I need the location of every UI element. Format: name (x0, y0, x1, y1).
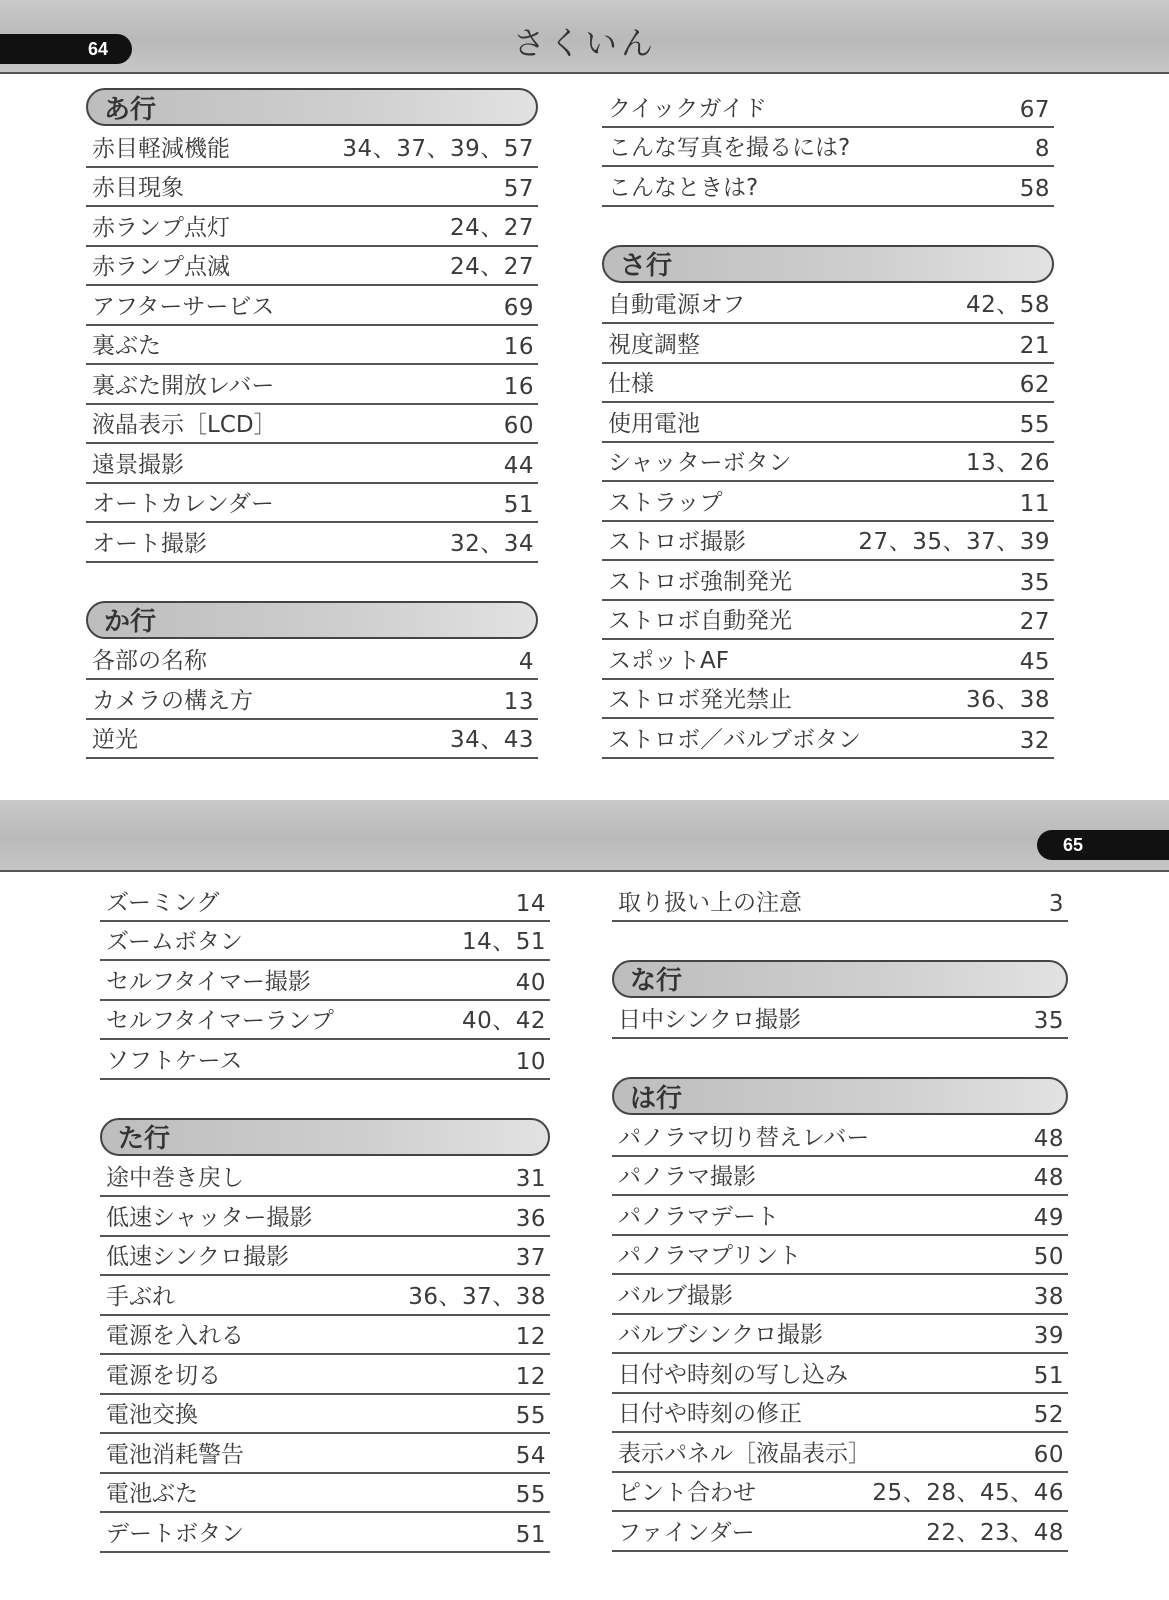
index-term: オートカレンダー (92, 491, 274, 517)
index-entry (86, 247, 538, 287)
index-entry (100, 961, 550, 1001)
section-heading: た行 (100, 1118, 550, 1156)
index-column-right (602, 88, 1054, 759)
index-entry (100, 1276, 550, 1316)
index-pages: 36 (515, 1205, 546, 1232)
index-section (100, 882, 550, 1080)
index-pages: 37 (515, 1245, 546, 1271)
index-entry (612, 1236, 1068, 1276)
index-term: 表示パネル［液晶表示］ (618, 1440, 871, 1467)
index-pages: 55 (515, 1403, 546, 1429)
index-term: ストロボ自動発光 (608, 608, 792, 634)
index-pages: 55 (515, 1482, 546, 1508)
index-pages: 62 (1019, 372, 1050, 398)
index-section (86, 88, 538, 563)
index-term: セルフタイマー撮影 (106, 968, 311, 995)
index-entry (612, 1157, 1068, 1197)
index-pages: 54 (515, 1442, 546, 1469)
section-heading: か行 (86, 601, 538, 639)
index-section (602, 88, 1054, 207)
index-term: 遠景撮影 (92, 451, 184, 478)
index-term: ズームボタン (106, 929, 243, 955)
index-pages: 36、37、38 (408, 1283, 546, 1310)
index-pages: 24、27 (449, 214, 534, 241)
index-pages: 40 (515, 969, 546, 996)
index-pages: 38 (1033, 1283, 1064, 1310)
index-term: 液晶表示［LCD］ (92, 412, 277, 438)
index-term: セルフタイマーランプ (106, 1008, 334, 1034)
index-pages: 51 (515, 1521, 546, 1548)
index-term: 自動電源オフ (608, 292, 746, 318)
index-entry (86, 405, 538, 445)
index-entry (602, 482, 1054, 522)
index-entry (100, 1395, 550, 1435)
index-pages: 22、23、48 (926, 1519, 1064, 1546)
index-pages: 51 (1033, 1362, 1064, 1389)
header-band (0, 800, 1169, 872)
index-term: ストロボ強制発光 (608, 568, 792, 595)
index-pages: 49 (1033, 1204, 1064, 1231)
index-section (86, 601, 538, 760)
index-entry (612, 1433, 1068, 1473)
index-term: ファインダー (618, 1519, 755, 1546)
index-term: パノラマデート (618, 1203, 779, 1230)
index-term: 電池交換 (106, 1402, 198, 1428)
index-entry (86, 641, 538, 681)
index-term: 取り扱い上の注意 (618, 889, 802, 916)
index-pages: 69 (503, 294, 534, 321)
index-term: 電池ぶた (106, 1481, 198, 1507)
index-term: 赤目軽減機能 (92, 135, 230, 162)
index-term: 仕様 (608, 371, 654, 397)
index-pages: 25、28、45、46 (872, 1480, 1064, 1506)
index-pages: 14 (515, 890, 546, 917)
section-heading: あ行 (86, 88, 538, 126)
index-term: 使用電池 (608, 410, 700, 437)
index-pages: 60 (1033, 1441, 1064, 1468)
index-entry (100, 1158, 550, 1198)
index-term: ソフトケース (106, 1047, 243, 1074)
index-pages: 32、34 (449, 530, 534, 557)
index-entry (100, 882, 550, 922)
index-pages: 3 (1048, 890, 1064, 917)
index-term: 電源を切る (106, 1362, 221, 1389)
index-pages: 52 (1033, 1402, 1064, 1428)
index-pages: 24、27 (449, 254, 534, 280)
index-entry (100, 1355, 550, 1395)
index-entry (612, 1275, 1068, 1315)
index-entry (612, 1512, 1068, 1552)
index-entry (86, 286, 538, 326)
index-term: 裏ぶた (92, 333, 161, 359)
index-pages: 13 (503, 688, 534, 715)
index-entry (86, 484, 538, 524)
index-entry (602, 680, 1054, 720)
index-entry (86, 720, 538, 760)
index-pages: 34、37、39、57 (342, 135, 534, 162)
index-pages: 35 (1033, 1008, 1064, 1034)
index-pages: 36、38 (965, 687, 1050, 713)
index-pages: 58 (1019, 175, 1050, 202)
index-pages: 27、35、37、39 (858, 529, 1050, 555)
index-pages: 8 (1034, 136, 1050, 162)
index-term: パノラマプリント (618, 1243, 802, 1269)
index-entry (612, 882, 1068, 922)
index-pages: 14、51 (461, 929, 546, 955)
index-entry (86, 168, 538, 208)
index-pages: 55 (1019, 411, 1050, 438)
index-pages: 51 (503, 492, 534, 518)
index-entry (100, 1040, 550, 1080)
index-term: 逆光 (92, 727, 138, 753)
index-term: パノラマ切り替えレバー (618, 1124, 870, 1151)
index-term: 視度調整 (608, 331, 700, 358)
index-term: ストロボ発光禁止 (608, 687, 792, 713)
index-entry (86, 128, 538, 168)
index-pages: 39 (1033, 1323, 1064, 1349)
index-entry (602, 640, 1054, 680)
index-entry (100, 1513, 550, 1553)
index-entry (602, 88, 1054, 128)
index-entry (602, 285, 1054, 325)
index-entry (612, 1117, 1068, 1157)
index-entry (612, 1315, 1068, 1355)
section-heading: は行 (612, 1077, 1068, 1115)
index-term: 電源を入れる (106, 1323, 244, 1349)
index-term: アフターサービス (92, 293, 275, 320)
index-pages: 44 (503, 452, 534, 479)
index-term: ストロボ／バルブボタン (608, 726, 861, 753)
index-entry (86, 444, 538, 484)
index-entry (100, 1001, 550, 1041)
index-entry (602, 561, 1054, 601)
index-entry (602, 403, 1054, 443)
index-term: バルブ撮影 (618, 1282, 733, 1309)
index-pages: 60 (503, 413, 534, 439)
index-entry (100, 1237, 550, 1277)
index-pages: 16 (503, 373, 534, 400)
index-term: 日付や時刻の写し込み (618, 1361, 848, 1388)
index-term: 裏ぶた開放レバー (92, 372, 275, 399)
index-section (100, 1118, 550, 1553)
index-entry (612, 1354, 1068, 1394)
index-term: 手ぶれ (106, 1283, 175, 1310)
index-pages: 57 (503, 176, 534, 202)
page-number: 65 (1037, 830, 1169, 860)
index-entry (602, 601, 1054, 641)
index-entry (612, 1196, 1068, 1236)
index-entry (86, 326, 538, 366)
page-65 (0, 800, 1169, 1600)
index-pages: 48 (1033, 1125, 1064, 1152)
index-term: 低速シンクロ撮影 (106, 1244, 289, 1270)
index-term: 途中巻き戻し (106, 1165, 244, 1191)
section-heading: さ行 (602, 245, 1054, 283)
index-entry (100, 922, 550, 962)
index-term: クイックガイド (608, 95, 767, 122)
index-pages: 40、42 (461, 1008, 546, 1034)
index-term: 各部の名称 (92, 648, 207, 674)
index-term: 日付や時刻の修正 (618, 1401, 802, 1427)
index-term: 赤ランプ点滅 (92, 254, 230, 280)
index-section (602, 245, 1054, 759)
index-pages: 16 (503, 334, 534, 360)
index-term: オート撮影 (92, 530, 207, 557)
section-heading: な行 (612, 960, 1068, 998)
index-entry (100, 1434, 550, 1474)
index-entry (612, 1473, 1068, 1513)
index-term: 赤目現象 (92, 175, 184, 201)
index-term: 低速シャッター撮影 (106, 1204, 313, 1231)
index-pages: 12 (515, 1324, 546, 1350)
index-pages: 45 (1019, 648, 1050, 675)
index-entry (602, 719, 1054, 759)
index-term: デートボタン (106, 1520, 244, 1547)
index-pages: 67 (1019, 96, 1050, 123)
index-pages: 34、43 (449, 727, 534, 753)
index-entry (602, 167, 1054, 207)
index-term: 赤ランプ点灯 (92, 214, 230, 241)
index-entry (612, 1000, 1068, 1040)
index-column-left (86, 88, 538, 759)
index-term: バルブシンクロ撮影 (618, 1322, 824, 1348)
index-pages: 13、26 (965, 450, 1050, 476)
index-pages: 21 (1019, 332, 1050, 359)
index-term: 日中シンクロ撮影 (618, 1007, 801, 1033)
index-column-right (612, 882, 1068, 1552)
index-entry (602, 324, 1054, 364)
index-entry (602, 443, 1054, 483)
index-pages: 10 (515, 1048, 546, 1075)
index-entry (86, 523, 538, 563)
index-term: ズーミング (106, 889, 220, 916)
index-entry (86, 207, 538, 247)
index-term: ストロボ撮影 (608, 529, 746, 555)
index-pages: 27 (1019, 609, 1050, 635)
index-entry (100, 1474, 550, 1514)
index-column-left (100, 882, 550, 1553)
index-term: カメラの構え方 (92, 687, 253, 714)
index-term: パノラマ撮影 (618, 1164, 756, 1190)
index-section (612, 1077, 1068, 1552)
index-entry (100, 1316, 550, 1356)
index-entry (602, 128, 1054, 168)
index-pages: 32 (1019, 727, 1050, 754)
index-term: ピント合わせ (618, 1480, 756, 1506)
index-entry (602, 522, 1054, 562)
index-entry (100, 1197, 550, 1237)
index-pages: 11 (1019, 490, 1050, 517)
page-number: 64 (0, 34, 132, 64)
index-pages: 35 (1019, 569, 1050, 596)
index-term: シャッターボタン (608, 450, 792, 476)
page-title: さくいん (512, 24, 657, 62)
index-term: こんなときは? (608, 174, 759, 201)
index-term: スポットAF (608, 647, 729, 674)
index-term: 電池消耗警告 (106, 1441, 244, 1468)
index-term: ストラップ (608, 489, 723, 516)
index-section (612, 960, 1068, 1040)
index-entry (86, 680, 538, 720)
index-entry (86, 365, 538, 405)
index-pages: 50 (1033, 1244, 1064, 1270)
index-term: こんな写真を撮るには? (608, 135, 851, 161)
index-entry (602, 364, 1054, 404)
index-pages: 4 (518, 649, 534, 675)
index-pages: 12 (515, 1363, 546, 1390)
index-pages: 48 (1033, 1165, 1064, 1191)
index-entry (612, 1394, 1068, 1434)
index-pages: 42、58 (965, 292, 1050, 318)
index-section (612, 882, 1068, 922)
index-pages: 31 (515, 1166, 546, 1192)
